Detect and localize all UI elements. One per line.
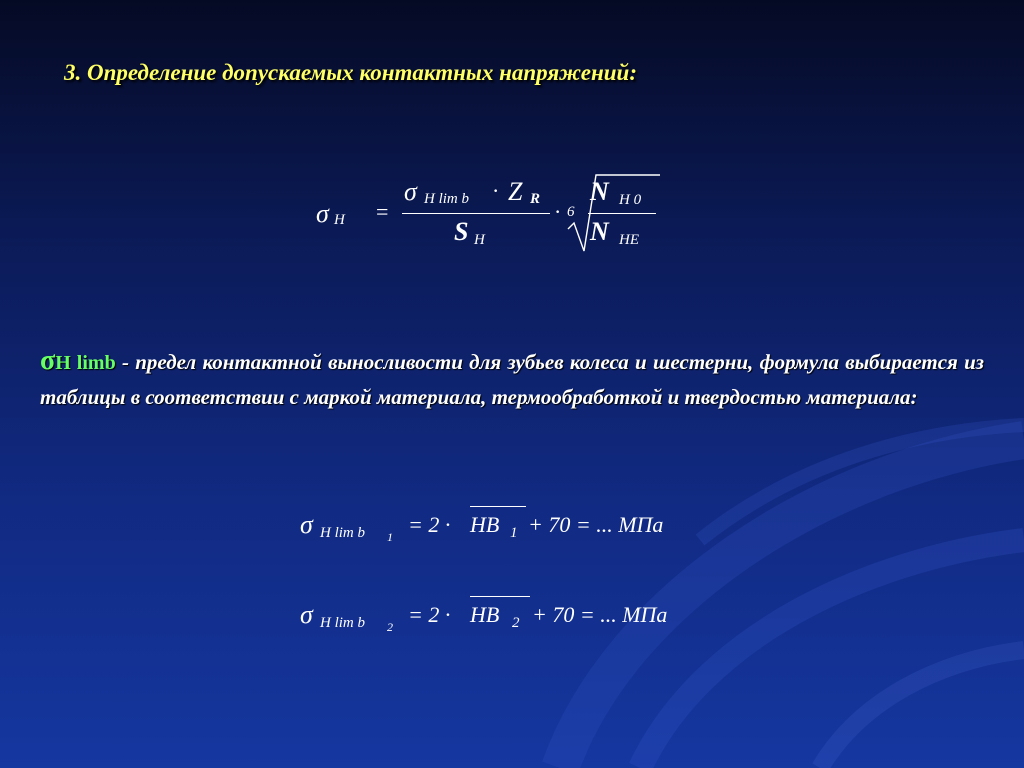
f2-sub-index: 2 xyxy=(387,620,393,634)
f1-rhs-suffix: + 70 = ... МПа xyxy=(528,512,664,537)
f2-sigma: σ xyxy=(300,600,313,629)
lhs-sub: H xyxy=(334,212,345,228)
f2-overline xyxy=(470,596,530,597)
f1-overline xyxy=(470,506,526,507)
f1-hb: HB xyxy=(470,512,500,537)
denominator-s-sub: H xyxy=(474,232,485,248)
sigma-limb-description xyxy=(40,344,984,414)
root-numerator-sub: H 0 xyxy=(619,192,642,208)
numerator-z-sub: R xyxy=(530,191,541,207)
desc-sigma-symbol: σ xyxy=(40,345,56,376)
f1-sub-index: 1 xyxy=(387,530,393,544)
root-numerator-n: N xyxy=(590,177,609,206)
root-fraction-bar xyxy=(588,213,656,214)
f2-rhs-prefix: = 2 · xyxy=(408,602,451,627)
f1-hb-index: 1 xyxy=(510,525,518,541)
f2-hb: HB xyxy=(470,602,500,627)
root-denominator-sub: HE xyxy=(619,232,639,248)
root-denominator-n: N xyxy=(590,217,609,246)
numerator-sigma-sub: H lim b xyxy=(424,191,469,207)
lhs-sigma: σ xyxy=(316,199,329,228)
desc-text: - предел контактной выносливости для зубьев колеса и шестерни, формула выбирается из таблицы в соответствии с маркой материала, термообработкой и твердостью материала: xyxy=(40,350,984,409)
f2-rhs-suffix: + 70 = ... МПа xyxy=(532,602,668,627)
contact-stress-formula xyxy=(316,165,696,265)
root-dot: · xyxy=(554,199,562,224)
numerator-sigma: σ xyxy=(404,177,417,206)
f1-sub: H lim b xyxy=(320,525,365,541)
desc-sigma-sub: H limb xyxy=(55,352,116,374)
denominator-s: S xyxy=(454,217,469,246)
f2-sub: H lim b xyxy=(320,615,365,631)
f1-rhs-prefix: = 2 · xyxy=(408,512,451,537)
equals-sign: = xyxy=(376,199,389,224)
f1-sigma: σ xyxy=(300,510,313,539)
root-index: 6 xyxy=(567,204,575,220)
sigma-limb-1-formula xyxy=(300,500,740,560)
numerator-dot: · xyxy=(492,178,500,203)
f2-hb-index: 2 xyxy=(512,615,520,631)
sigma-limb-2-formula xyxy=(300,590,740,650)
slide-heading: 3. Определение допускаемых контактных напряжений: xyxy=(64,60,638,85)
main-fraction-bar xyxy=(402,213,550,214)
numerator-z: Z xyxy=(508,177,523,206)
